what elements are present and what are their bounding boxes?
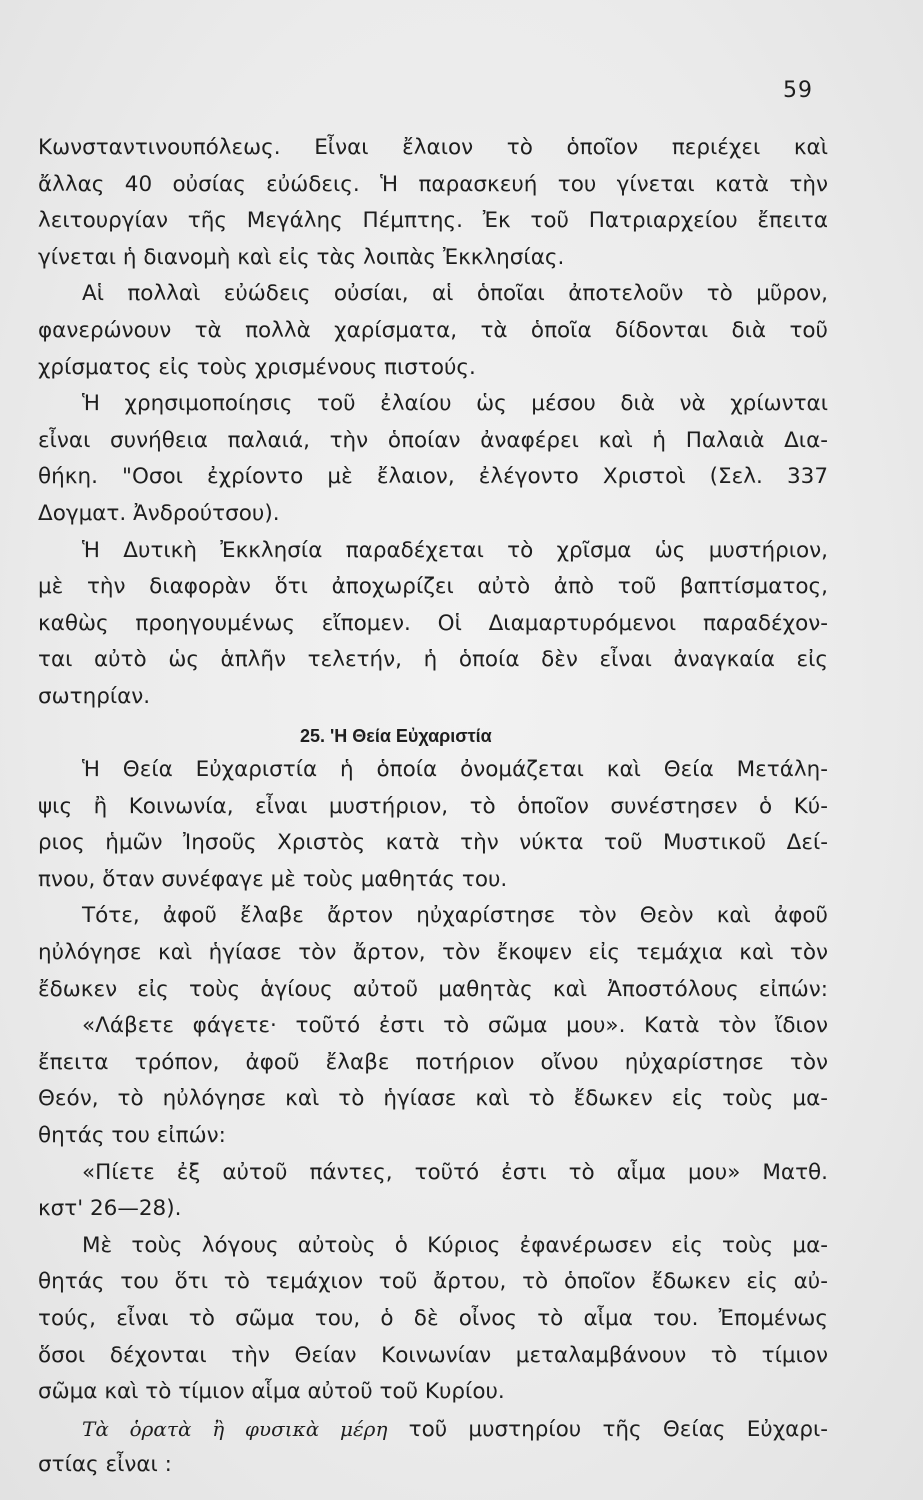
text-line: ἄλλας 40 οὐσίας εὐώδεις. Ἡ παρασκευή του γίνεται κατὰ τὴν [38, 171, 828, 197]
text-line: Μὲ τοὺς λόγους αὐτοὺς ὁ Κύριος ἐφανέρωσεν εἰς τοὺς μα- [82, 1232, 828, 1258]
section-24-text [38, 130, 828, 716]
text-line: μὲ τὴν διαφορὰν ὅτι ἀποχωρίζει αὐτὸ ἀπὸ τοῦ βαπτίσματος, [38, 574, 828, 600]
text-line: Κωνσταντινουπόλεως. Εἶναι ἔλαιον τὸ ὁποῖον περιέχει καὶ [38, 135, 828, 160]
text-line: ἔδωκεν εἰς τοὺς ἁγίους αὐτοῦ μαθητὰς καὶ Ἀποστόλους εἰπών: [38, 976, 828, 1002]
text-line: καθὼς προηγουμένως εἴπομεν. Οἱ Διαμαρτυρόμενοι παραδέχον- [38, 610, 828, 636]
text-line: γίνεται ἡ διανομὴ καὶ εἰς τὰς λοιπὰς Ἐκκλησίας. [38, 244, 565, 270]
text-line: Ἡ Θεία Εὐχαριστία ἡ ὁποία ὀνομάζεται καὶ Θεία Μετάλη- [82, 757, 828, 783]
text-line: Τότε, ἀφοῦ ἔλαβε ἄρτον ηὐχαρίστησε τὸν Θεὸν καὶ ἀφοῦ [82, 903, 828, 929]
text-line: ὅσοι δέχονται τὴν Θείαν Κοινωνίαν μεταλαμβάνουν τὸ τίμιον [38, 1342, 828, 1368]
text-line: Δογματ. Ἀνδρούτσου). [38, 500, 280, 526]
text-body [38, 130, 828, 1484]
text-line: φανερώνουν τὰ πολλὰ χαρίσματα, τὰ ὁποῖα δίδονται διὰ τοῦ [38, 317, 828, 343]
page-number: 59 [783, 78, 813, 103]
text-line: Ἡ χρησιμοποίησις τοῦ ἐλαίου ὡς μέσου διὰ νὰ χρίωνται [82, 391, 828, 417]
text-line: κστ' 26—28). [38, 1196, 182, 1222]
text-line: πνου, ὅταν συνέφαγε μὲ τοὺς μαθητάς του. [38, 866, 508, 892]
text-line: λειτουργίαν τῆς Μεγάλης Πέμπτης. Ἐκ τοῦ Πατριαρχείου ἔπειτα [38, 208, 828, 234]
text-line: «Πίετε ἐξ αὐτοῦ πάντες, τοῦτό ἐστι τὸ αἷμα μου» Ματθ. [82, 1159, 828, 1185]
text-line: τούς, εἶναι τὸ σῶμα του, ὁ δὲ οἶνος τὸ αἷμα του. Ἐπομένως [38, 1306, 828, 1331]
text-line: ριος ἡμῶν Ἰησοῦς Χριστὸς κατὰ τὴν νύκτα τοῦ Μυστικοῦ Δεί- [38, 830, 828, 856]
text-line [38, 1411, 828, 1448]
text-line: ται αὐτὸ ὡς ἁπλῆν τελετήν, ἡ ὁποία δὲν εἶναι ἀναγκαία εἰς [38, 647, 828, 673]
text-line: Αἱ πολλαὶ εὐώδεις οὐσίαι, αἱ ὁποῖαι ἀποτελοῦν τὸ μῦρον, [82, 281, 828, 307]
text-line: ἔπειτα τρόπον, ἀφοῦ ἔλαβε ποτήριον οἴνου ηὐχαρίστησε τὸν [38, 1049, 828, 1075]
text-line: Θεόν, τὸ ηὐλόγησε καὶ τὸ ἡγίασε καὶ τὸ ἔδωκεν εἰς τοὺς μα- [38, 1086, 828, 1112]
section-heading: 25. 'Η Θεία Εὐχαριστία [300, 725, 492, 746]
text-line: στίας εἶναι : [38, 1452, 172, 1478]
section-25-text [38, 752, 828, 1411]
text-line: «Λάβετε φάγετε· τοῦτό ἐστι τὸ σῶμα μου». Κατὰ τὸν ἴδιον [82, 1013, 828, 1039]
text-line: θητάς του ὅτι τὸ τεμάχιον τοῦ ἄρτου, τὸ ὁποῖον ἔδωκεν εἰς αὐ- [38, 1269, 828, 1295]
line-text: τοῦ μυστηρίου τῆς Θείας Εὐχαρι- [387, 1416, 828, 1442]
text-line: ψις ἢ Κοινωνία, εἶναι μυστήριον, τὸ ὁποῖον συνέστησεν ὁ Κύ- [38, 793, 828, 819]
text-line: εἶναι συνήθεια παλαιά, τὴν ὁποίαν ἀναφέρει καὶ ἡ Παλαιὰ Δια- [38, 427, 828, 453]
text-line: θητάς του εἰπών: [38, 1123, 226, 1149]
text-line: Ἡ Δυτικὴ Ἐκκλησία παραδέχεται τὸ χρῖσμα ὡς μυστήριον, [82, 537, 828, 563]
italic-phrase: Τὰ ὁρατὰ ἢ φυσικὰ μέρη [82, 1416, 388, 1441]
text-line: σωτηρίαν. [38, 683, 151, 709]
text-line: θήκη. "Οσοι ἐχρίοντο μὲ ἔλαιον, ἐλέγοντο Χριστοὶ (Σελ. 337 [38, 464, 828, 490]
text-line: χρίσματος εἰς τοὺς χρισμένους πιστούς. [38, 354, 476, 380]
text-line: ηὐλόγησε καὶ ἡγίασε τὸν ἄρτον, τὸν ἔκοψεν εἰς τεμάχια καὶ τὸν [38, 940, 828, 966]
text-line: σῶμα καὶ τὸ τίμιον αἷμα αὐτοῦ τοῦ Κυρίου. [38, 1379, 505, 1405]
